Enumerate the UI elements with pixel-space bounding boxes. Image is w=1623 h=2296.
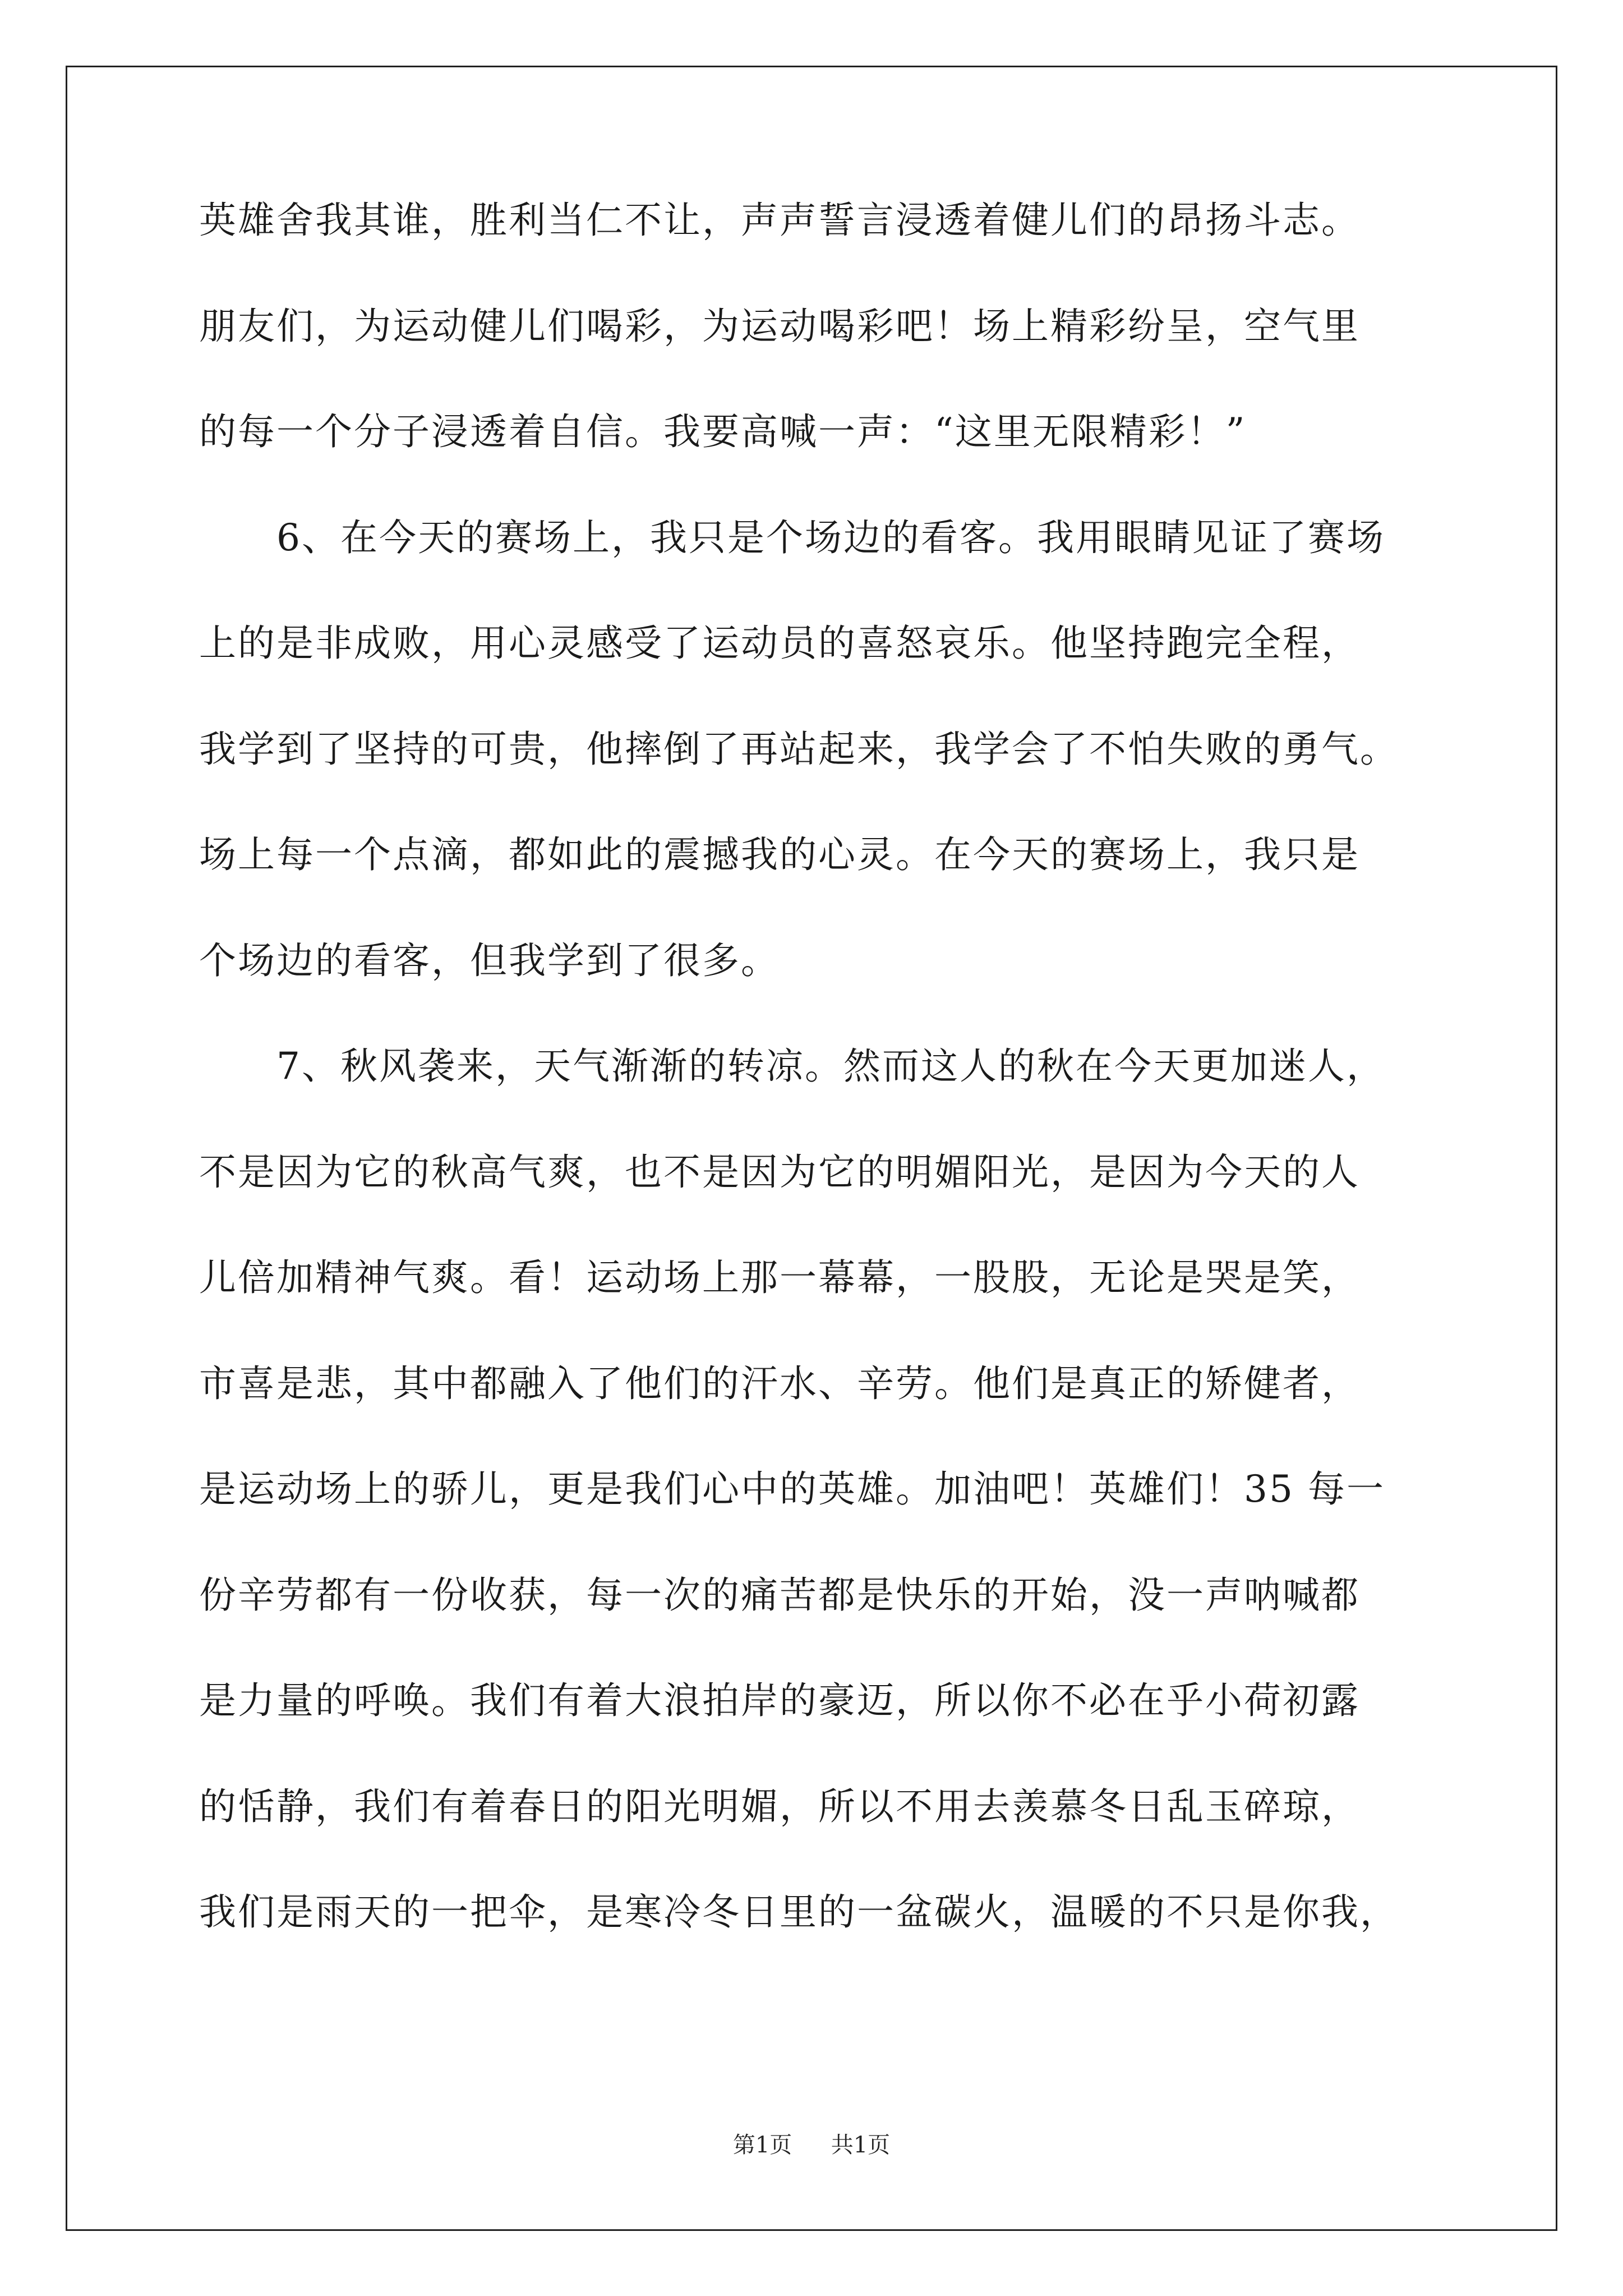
page-number-total: 共1页 (831, 2132, 891, 2158)
text-line: 英雄舍我其谁，胜利当仁不让，声声誓言浸透着健儿们的昂扬斗志。 (199, 199, 1360, 242)
document-body (199, 199, 1433, 2000)
text-line: 的每一个分子浸透着自信。我要高喊一声：“这里无限精彩！” (199, 410, 1247, 453)
text-line: 上的是非成败，用心灵感受了运动员的喜怒哀乐。他坚持跑完全程， (199, 622, 1360, 665)
text-line: 是运动场上的骄儿，更是我们心中的英雄。加油吧！英雄们！35 每一 (199, 1467, 1385, 1511)
text-line: 朋友们，为运动健儿们喝彩，为运动喝彩吧！场上精彩纷呈，空气里 (199, 304, 1360, 348)
page-footer (0, 2132, 1623, 2159)
text-line: 我们是雨天的一把伞，是寒冷冬日里的一盆碳火，温暖的不只是你我， (199, 1890, 1399, 1934)
text-line: 个场边的看客，但我学到了很多。 (199, 938, 780, 982)
text-line: 份辛劳都有一份收获，每一次的痛苦都是快乐的开始，没一声呐喊都 (199, 1573, 1360, 1617)
text-line: 不是因为它的秋高气爽，也不是因为它的明媚阳光，是因为今天的人 (199, 1150, 1360, 1194)
text-line: 是力量的呼唤。我们有着大浪拍岸的豪迈，所以你不必在乎小荷初露 (199, 1679, 1360, 1722)
text-line: 7、秋风袭来，天气渐渐的转凉。然而这人的秋在今天更加迷人， (276, 1045, 1385, 1088)
text-line: 我学到了坚持的可贵，他摔倒了再站起来，我学会了不怕失败的勇气。 (199, 727, 1399, 771)
text-line: 6、在今天的赛场上，我只是个场边的看客。我用眼睛见证了赛场 (276, 516, 1385, 559)
text-line: 的恬静，我们有着春日的阳光明媚，所以不用去羡慕冬日乱玉碎琼， (199, 1784, 1360, 1828)
text-line: 儿倍加精神气爽。看！运动场上那一幕幕，一股股，无论是哭是笑， (199, 1256, 1360, 1299)
page-number-current: 第1页 (732, 2132, 792, 2158)
text-line: 场上每一个点滴，都如此的震撼我的心灵。在今天的赛场上，我只是 (199, 833, 1360, 876)
text-line: 市喜是悲，其中都融入了他们的汗水、辛劳。他们是真正的矫健者， (199, 1361, 1360, 1405)
